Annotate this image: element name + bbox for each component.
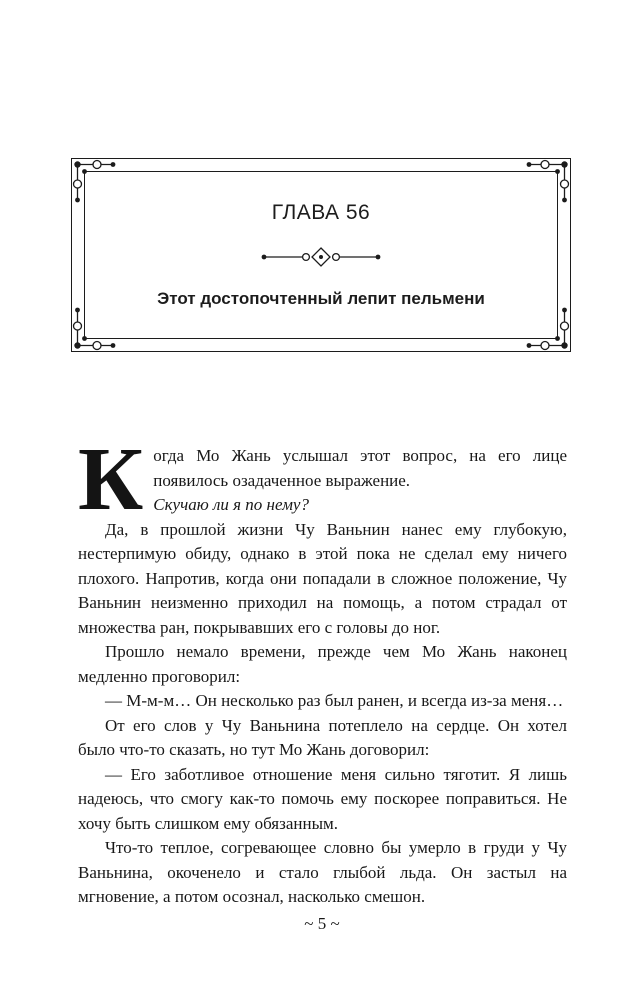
paragraph-dialogue: — Его заботливое отношение меня сильно тяготит. Я лишь надеюсь, что смогу как-то помочь ему поскорее поправиться. Не хочу быть слишком ему обязанным. (78, 764, 567, 833)
paragraph: Да, в прошлой жизни Чу Ваньнин нанес ему глубокую, нестерпимую обиду, однако в этой пока не сделал ему ничего плохого. Напротив, когда они попадали в сложное положение, Чу Ваньнин неизменно приходил на помощь, а потом страдал от множества ран, покрывавших его с головы до ног. (78, 519, 567, 637)
paragraph-text: огда Мо Жань услышал этот вопрос, на его лице появилось озадаченное выражение. (153, 446, 567, 490)
chapter-header-inner-frame (84, 171, 558, 339)
chapter-divider-ornament-icon (246, 245, 396, 269)
page-number: ~ 5 ~ (0, 914, 644, 934)
paragraph: От его слов у Чу Ваньнина потеплело на сердце. Он хотел было что-то сказать, но тут Мо Жань договорил: (78, 715, 567, 759)
drop-cap: К (78, 430, 144, 529)
paragraph: Что-то теплое, согревающее словно бы умерло в груди у Чу Ваньнина, окоченело и стало глыбой льда. Он застыл на мгновение, а потом осознал, насколько смешон. (78, 838, 567, 906)
paragraph: Прошло немало времени, прежде чем Мо Жань наконец медленно проговорил: (78, 642, 567, 686)
chapter-title: Этот достопочтенный лепит пельмени (157, 289, 485, 308)
chapter-header-frame (71, 158, 571, 352)
paragraph-dialogue: — М-м-м… Он несколько раз был ранен, и всегда из-за меня… (105, 691, 564, 710)
paragraph-thought: Скучаю ли я по нему? (153, 495, 309, 514)
chapter-number: ГЛАВА 56 (271, 201, 371, 224)
body-text (78, 430, 567, 910)
